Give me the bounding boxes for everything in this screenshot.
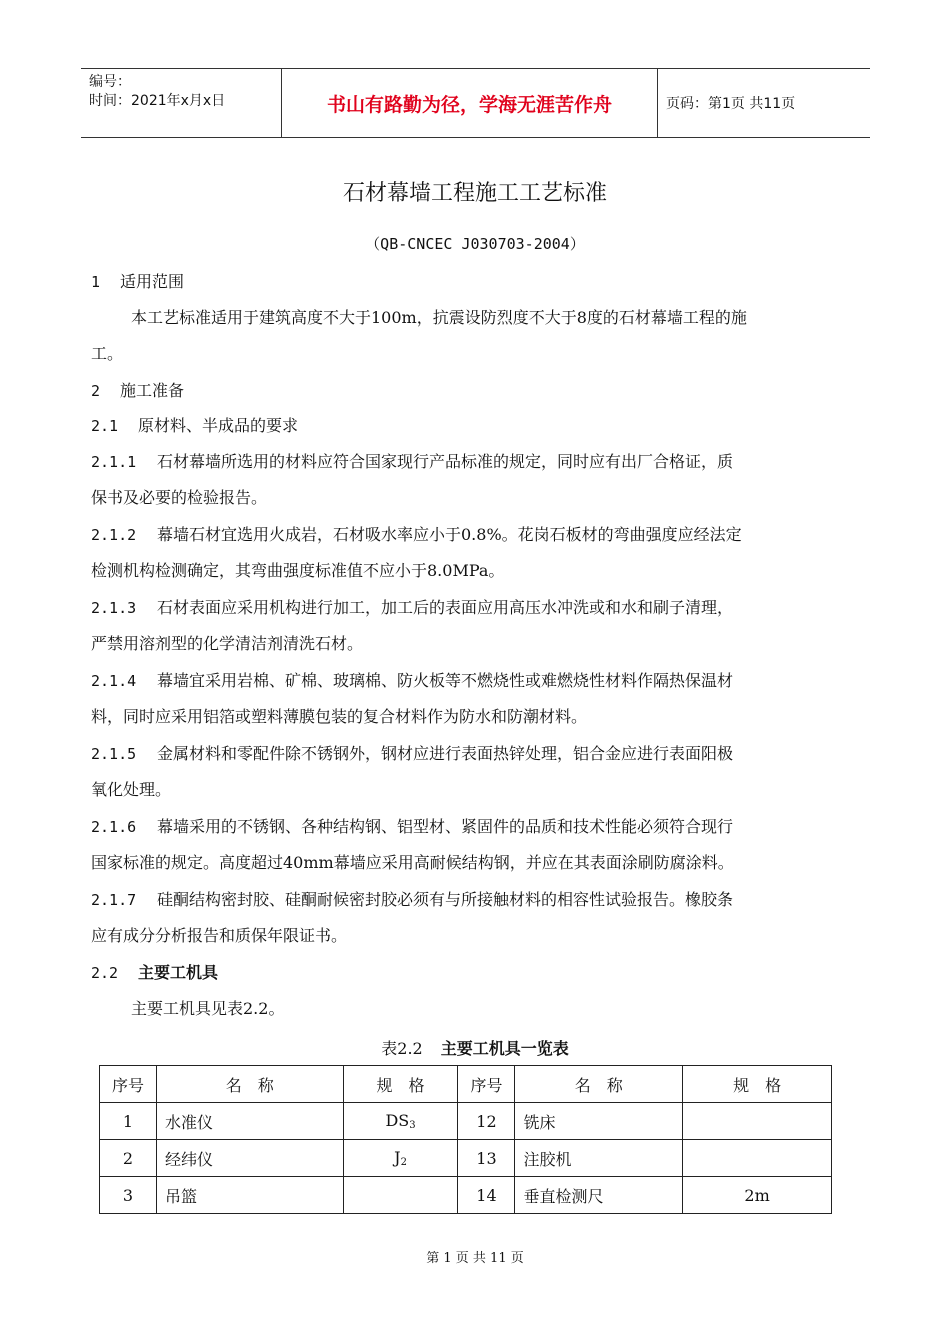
cell-spec: $J_2$ — [343, 1140, 458, 1177]
page-footer: 第 1 页 共 11 页 — [426, 1251, 524, 1266]
section-2-1-heading — [91, 416, 298, 436]
paragraph-line: 主要工机具见表2.2。 — [131, 999, 285, 1018]
table-row — [100, 1177, 832, 1214]
cell-name: 注胶机 — [515, 1140, 683, 1177]
item-number: 2.1.3 — [91, 599, 137, 617]
item-2-1-4: 2.1.4 幕墙宜采用岩棉、矿棉、玻璃棉、防火板等不燃烧性或难燃烧性材料作隔热保温材 — [91, 671, 734, 690]
document-code: （QB-CNCEC J030703-2004） — [365, 235, 585, 253]
table-caption-number: 表2.2 — [381, 1039, 423, 1058]
column-header: 序号 — [100, 1066, 157, 1103]
header-meta — [81, 69, 281, 137]
item-number: 2.1.6 — [91, 818, 137, 836]
table-row — [100, 1140, 832, 1177]
paragraph-line: 本工艺标准适用于建筑高度不大于100m，抗震设防烈度不大于8度的石材幕墙工程的施 — [131, 308, 747, 327]
column-header: 名 称 — [156, 1066, 343, 1103]
document-date: 时间：2021年x月x日 — [89, 93, 226, 109]
table-caption — [0, 1036, 950, 1059]
section-title: 主要工机具 — [138, 963, 219, 982]
item-number: 2.1.2 — [91, 526, 137, 544]
column-header: 名 称 — [515, 1066, 683, 1103]
table-caption-title: 主要工机具一览表 — [440, 1039, 569, 1058]
item-2-1-1: 2.1.1 石材幕墙所选用的材料应符合国家现行产品标准的规定，同时应有出厂合格证，质 — [91, 452, 734, 471]
section-title: 施工准备 — [120, 381, 185, 400]
item-number: 2.1.7 — [91, 891, 137, 909]
section-title: 适用范围 — [120, 272, 185, 291]
column-header: 规 格 — [343, 1066, 458, 1103]
paragraph-line: 检测机构检测确定，其弯曲强度标准值不应小于8.0MPa。 — [91, 561, 505, 580]
section-number: 1 — [91, 273, 101, 291]
table-header-row — [100, 1066, 832, 1103]
item-2-1-6: 2.1.6 幕墙采用的不锈钢、各种结构钢、铝型材、紧固件的品质和技术性能必须符合现行 — [91, 817, 734, 836]
paragraph-line: 严禁用溶剂型的化学清洁剂清洗石材。 — [91, 634, 364, 653]
section-number: 2.2 — [91, 964, 119, 982]
item-2-1-5: 2.1.5 金属材料和零配件除不锈钢外，钢材应进行表面热锌处理，铝合金应进行表面阳极 — [91, 744, 734, 763]
item-number: 2.1.4 — [91, 672, 137, 690]
cell-number: 12 — [458, 1103, 515, 1140]
cell-spec — [683, 1140, 832, 1177]
paragraph-line: 国家标准的规定。高度超过40mm幕墙应采用高耐候结构钢，并应在其表面涂刷防腐涂料。 — [91, 853, 734, 872]
document-title: 石材幕墙工程施工工艺标准 — [342, 181, 607, 206]
column-header: 规 格 — [683, 1066, 832, 1103]
paragraph-line: 保书及必要的检验报告。 — [91, 488, 268, 507]
item-2-1-2: 2.1.2 幕墙石材宜选用火成岩，石材吸水率应小于0.8%。花岗石板材的弯曲强度应经法定 — [91, 525, 742, 544]
cell-name: 吊篮 — [156, 1177, 343, 1214]
section-number: 2.1 — [91, 417, 119, 435]
cell-number: 1 — [100, 1103, 157, 1140]
item-2-1-3: 2.1.3 石材表面应采用机构进行加工，加工后的表面应用高压水冲洗或和水和刷子清理， — [91, 598, 734, 617]
paragraph-line: 料，同时应采用铝箔或塑料薄膜包装的复合材料作为防水和防潮材料。 — [91, 707, 588, 726]
table-row — [100, 1103, 832, 1140]
header-page-info: 页码：第1页 共11页 — [666, 96, 796, 112]
cell-number: 13 — [458, 1140, 515, 1177]
cell-spec: 2m — [683, 1177, 832, 1214]
cell-number: 14 — [458, 1177, 515, 1214]
item-number: 2.1.1 — [91, 453, 137, 471]
cell-number: 2 — [100, 1140, 157, 1177]
item-number: 2.1.5 — [91, 745, 137, 763]
column-header: 序号 — [458, 1066, 515, 1103]
cell-spec — [343, 1177, 458, 1214]
cell-spec — [683, 1103, 832, 1140]
paragraph-line: 应有成分分析报告和质保年限证书。 — [91, 926, 348, 945]
header-motto: 书山有路勤为径，学海无涯苦作舟 — [281, 69, 658, 137]
cell-name: 经纬仪 — [156, 1140, 343, 1177]
page-header — [81, 68, 870, 138]
paragraph-line: 氧化处理。 — [91, 780, 172, 799]
item-2-1-7: 2.1.7 硅酮结构密封胶、硅酮耐候密封胶必须有与所接触材料的相容性试验报告。橡胶条 — [91, 890, 734, 909]
cell-name: 垂直检测尺 — [515, 1177, 683, 1214]
section-1-heading — [91, 272, 184, 292]
section-number: 2 — [91, 382, 101, 400]
paragraph-line: 工。 — [91, 344, 124, 363]
section-title: 原材料、半成品的要求 — [138, 416, 299, 435]
cell-name: 铣床 — [515, 1103, 683, 1140]
section-2-2-heading — [91, 963, 218, 983]
cell-name: 水准仪 — [156, 1103, 343, 1140]
tools-table — [99, 1065, 832, 1214]
cell-spec: $DS_3$ — [343, 1103, 458, 1140]
cell-number: 3 — [100, 1177, 157, 1214]
section-2-heading — [91, 381, 184, 401]
document-number-label: 编号： — [89, 74, 131, 90]
